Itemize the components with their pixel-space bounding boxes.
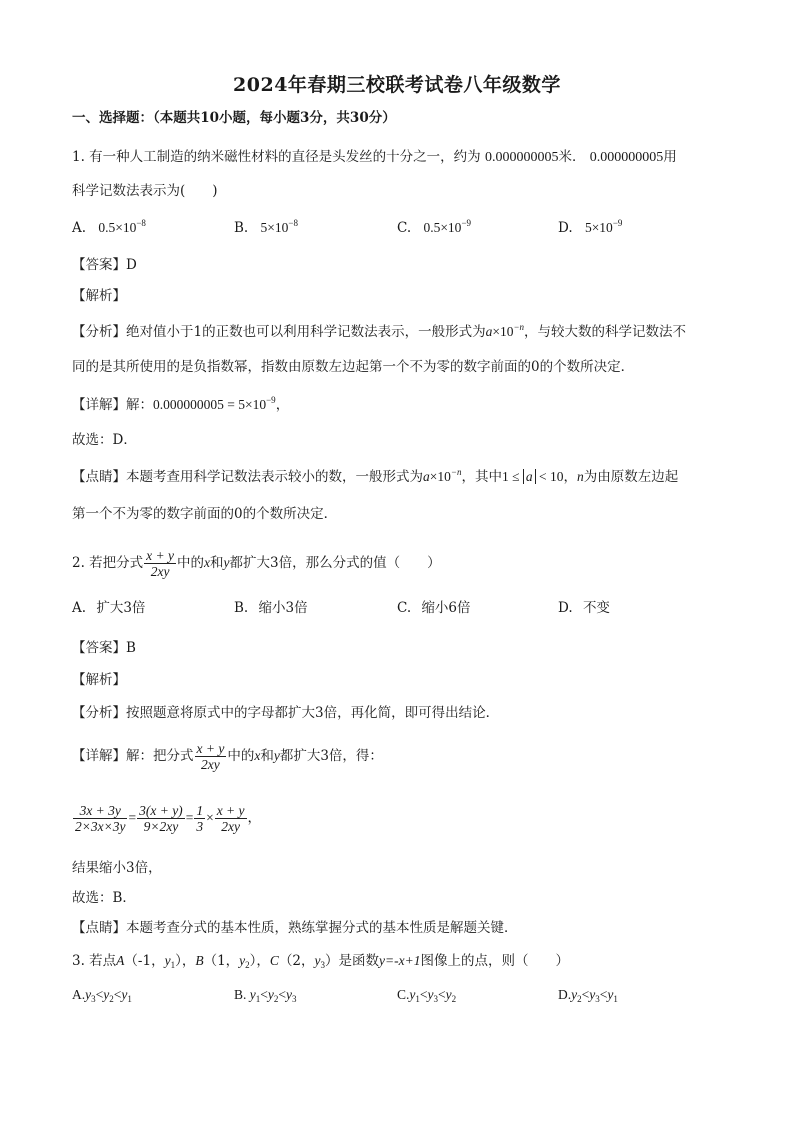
math-var: y — [249, 987, 256, 1002]
math-subscript: 3 — [292, 994, 297, 1004]
answer-value: D — [126, 257, 137, 273]
option-value: 扩大3倍 — [96, 600, 146, 616]
q1-choose: 故选：D． — [72, 432, 137, 448]
q2-choose: 故选：B． — [72, 890, 136, 906]
q2-fenxi — [72, 703, 499, 723]
q3-stem-text: ）是函数 — [325, 953, 380, 969]
dianjing-text: ， — [563, 469, 577, 485]
q1-option-c[interactable] — [397, 218, 471, 238]
eq-fraction-1 — [73, 803, 127, 834]
q2-detail — [72, 738, 383, 774]
option-exponent: −9 — [612, 218, 623, 228]
math-abs: a — [523, 469, 536, 484]
option-letter: D. — [558, 987, 572, 1002]
math-var: y — [589, 987, 596, 1002]
q2-stem-text: 和 — [210, 555, 224, 571]
option-letter: A. — [72, 220, 87, 236]
math-subscript: 3 — [91, 994, 96, 1004]
math-var: y — [409, 987, 416, 1002]
option-letter: B. — [234, 600, 249, 616]
math-expr: ×10 — [429, 469, 451, 484]
q2-equation — [72, 800, 261, 836]
option-letter: D. — [558, 600, 573, 616]
math-exponent: −n — [513, 322, 525, 332]
math-function: y=-x+1 — [379, 953, 421, 968]
q3-stem-text: 图像上的点，则（ ） — [420, 953, 569, 969]
math-subscript: 3 — [433, 994, 439, 1004]
option-value: 不变 — [582, 600, 610, 616]
fenxi-tag: 【分析】 — [72, 324, 126, 340]
q2-option-c[interactable] — [397, 598, 471, 618]
less-than: < — [438, 987, 446, 1002]
math-var: y — [273, 748, 280, 763]
option-exponent: −8 — [288, 218, 298, 228]
less-than: < — [95, 987, 104, 1002]
fenxi-text: 按照题意将原式中的字母都扩大3倍，再化简，即可得出结论． — [126, 705, 500, 721]
q2-fraction — [144, 548, 176, 579]
q2-stem — [72, 545, 441, 581]
math-var: C — [269, 953, 279, 968]
math-subscript: 2 — [577, 994, 582, 1004]
math-var: y — [267, 987, 274, 1002]
fraction-denominator: 9×2xy — [143, 819, 179, 834]
math-exponent: −9 — [266, 395, 276, 405]
fraction-numerator: x + y — [196, 741, 225, 756]
q1-stem-line2: 科学记数法表示为( ) — [72, 183, 218, 199]
q1-answer — [72, 255, 137, 275]
less-than: < — [581, 987, 590, 1002]
math-var: y — [314, 953, 321, 968]
math-expr: < 10 — [535, 469, 564, 484]
fenxi-text: 绝对值小于1的正数也可以利用科学记数法表示，一般形式为 — [126, 324, 486, 340]
less-than: < — [113, 987, 122, 1002]
eq-punct: ， — [247, 810, 262, 826]
math-subscript: 2 — [109, 994, 114, 1004]
math-var: y — [223, 555, 230, 570]
dianjing-text: ，其中 — [461, 469, 502, 485]
math-var: y — [85, 987, 92, 1002]
q3-stem-text: ）， — [175, 953, 196, 969]
q1-stem-line1 — [72, 147, 677, 168]
fraction-denominator: 2×3x×3y — [75, 819, 126, 834]
option-value: 0.5×10 — [423, 220, 462, 235]
math-expr: 1 ≤ — [501, 469, 523, 484]
fraction-numerator: 3(x + y) — [139, 803, 183, 818]
eq-fraction-4 — [215, 803, 247, 834]
math-expr: 0.000000005 = 5×10 — [153, 397, 267, 412]
option-value: 缩小3倍 — [258, 600, 308, 616]
q2-option-d[interactable] — [558, 598, 610, 618]
detail-tag: 【详解】 — [72, 397, 126, 413]
math-var: x — [254, 748, 261, 763]
q3-option-c[interactable] — [397, 985, 456, 1005]
q1-number: 0.000000005 — [589, 150, 664, 165]
less-than: < — [278, 987, 287, 1002]
math-subscript: 2 — [451, 994, 457, 1004]
q3-option-a[interactable] — [72, 985, 132, 1005]
option-letter: B. — [234, 987, 247, 1002]
q2-option-b[interactable] — [234, 598, 308, 618]
math-subscript: 1 — [127, 994, 132, 1004]
math-subscript: 1 — [255, 994, 261, 1004]
q1-stem-text: 米． — [558, 149, 586, 165]
fraction-denominator: 2xy — [150, 564, 170, 579]
q1-analysis-tag: 【解析】 — [72, 288, 126, 304]
math-var: y — [445, 987, 452, 1002]
fraction-numerator: x + y — [146, 548, 175, 563]
option-letter: C. — [397, 600, 412, 616]
q2-option-a[interactable] — [72, 598, 145, 618]
q1-stem-text: 1. 有一种人工制造的纳米磁性材料的直径是头发丝的十分之一，约为 — [72, 149, 481, 165]
less-than: < — [599, 987, 608, 1002]
math-subscript: 3 — [595, 994, 600, 1004]
answer-tag: 【答案】 — [72, 257, 126, 273]
less-than: < — [419, 987, 428, 1002]
equals-sign: = — [185, 810, 194, 825]
math-expr: ×10 — [492, 324, 514, 339]
q1-number: 0.000000005 — [484, 150, 559, 165]
option-exponent: −9 — [461, 218, 472, 228]
q1-dianjing-line2: 第一个不为零的数字前面的0的个数所决定． — [72, 506, 338, 522]
q2-detail-fraction — [195, 741, 227, 772]
option-letter: B. — [234, 220, 249, 236]
fenxi-text: ，与较大数的科学记数法不 — [524, 324, 687, 340]
q1-option-a[interactable] — [72, 218, 146, 238]
math-var: y — [121, 987, 128, 1002]
math-subscript: 1 — [415, 994, 420, 1004]
fraction-numerator: x + y — [216, 803, 245, 818]
q1-option-d[interactable] — [558, 218, 622, 238]
option-value: 缩小6倍 — [421, 600, 471, 616]
detail-text: 解：把分式 — [126, 748, 194, 764]
option-value: 0.5×10 — [98, 220, 137, 235]
q3-option-d[interactable] — [558, 985, 618, 1005]
less-than: < — [260, 987, 268, 1002]
detail-text: ， — [275, 397, 290, 413]
answer-value: B — [126, 640, 136, 656]
eq-fraction-3 — [194, 803, 205, 834]
q3-stem-text: （2， — [278, 953, 315, 969]
q2-dianjing — [72, 918, 518, 938]
detail-text: 解： — [126, 397, 153, 413]
math-var: y — [103, 987, 110, 1002]
fraction-denominator: 3 — [196, 819, 204, 834]
q1-fenxi-line1 — [72, 322, 686, 342]
q2-stem-text: 中的 — [177, 555, 205, 571]
detail-text: 和 — [260, 748, 274, 764]
q3-stem-text: ）， — [249, 953, 270, 969]
times-sign: × — [206, 810, 214, 825]
math-subscript: 2 — [273, 994, 279, 1004]
math-var: y — [164, 953, 171, 968]
math-var: y — [239, 953, 246, 968]
math-var: x — [204, 555, 211, 570]
option-letter: A. — [72, 987, 86, 1002]
dianjing-tag: 【点睛】 — [72, 920, 126, 936]
option-exponent: −8 — [136, 218, 146, 228]
math-exponent: −n — [450, 467, 462, 477]
math-subscript: 3 — [320, 960, 326, 970]
q3-stem-text: （1， — [203, 953, 240, 969]
math-var: y — [427, 987, 434, 1002]
math-var: a — [485, 324, 493, 339]
dianjing-text: 为由原数左边起 — [583, 469, 679, 485]
q1-detail — [72, 395, 289, 415]
q3-stem — [72, 951, 569, 971]
fraction-numerator: 3x + 3y — [73, 803, 127, 819]
q2-answer — [72, 638, 136, 658]
dianjing-text: 本题考查用科学记数法表示较小的数，一般形式为 — [126, 469, 423, 485]
dianjing-tag: 【点睛】 — [72, 469, 126, 485]
option-letter: C. — [397, 987, 410, 1002]
option-value: 5×10 — [584, 220, 613, 235]
q1-dianjing-line1 — [72, 467, 678, 487]
detail-text: 中的 — [227, 748, 255, 764]
equals-sign: = — [128, 810, 137, 825]
math-subscript: 1 — [613, 994, 618, 1004]
answer-tag: 【答案】 — [72, 640, 126, 656]
eq-fraction-2 — [137, 803, 185, 834]
fenxi-tag: 【分析】 — [72, 705, 126, 721]
q3-option-b[interactable] — [234, 985, 297, 1005]
q3-stem-text: （-1， — [124, 953, 165, 969]
math-var: A — [116, 953, 125, 968]
math-var: n — [577, 469, 584, 484]
option-letter: A. — [72, 600, 87, 616]
q2-result: 结果缩小3倍， — [72, 860, 162, 876]
math-var: B — [195, 953, 204, 968]
fraction-denominator: 2xy — [201, 757, 220, 772]
option-value: 5×10 — [260, 220, 289, 235]
math-var: y — [607, 987, 614, 1002]
option-letter: D. — [558, 220, 573, 236]
dianjing-text: 本题考查分式的基本性质，熟练掌握分式的基本性质是解题关键． — [126, 920, 518, 936]
q2-stem-text: 2. 若把分式 — [72, 555, 144, 571]
q1-option-b[interactable] — [234, 218, 298, 238]
math-var: y — [571, 987, 578, 1002]
section-heading: 一、选择题：（本题共10小题，每小题3分，共30分） — [72, 110, 396, 126]
detail-text: 都扩大3倍，得： — [279, 748, 383, 764]
math-var: y — [286, 987, 293, 1002]
q2-analysis-tag: 【解析】 — [72, 672, 126, 688]
fraction-denominator: 2xy — [221, 819, 240, 834]
option-letter: C. — [397, 220, 412, 236]
math-subscript: 1 — [170, 960, 176, 970]
math-subscript: 2 — [245, 960, 250, 970]
q2-stem-text: 都扩大3倍，那么分式的值（ ） — [229, 555, 441, 571]
q1-stem-text: 用 — [663, 149, 677, 165]
detail-tag: 【详解】 — [72, 748, 126, 764]
page-title: 2024年春期三校联考试卷八年级数学 — [233, 74, 561, 96]
math-var: a — [423, 469, 430, 484]
fraction-numerator: 1 — [196, 803, 204, 818]
q3-stem-text: 3. 若点 — [72, 953, 117, 969]
q1-fenxi-line2: 同的是其所使用的是负指数幂，指数由原数左边起第一个不为零的数字前面的0的个数所决定． — [72, 359, 635, 375]
